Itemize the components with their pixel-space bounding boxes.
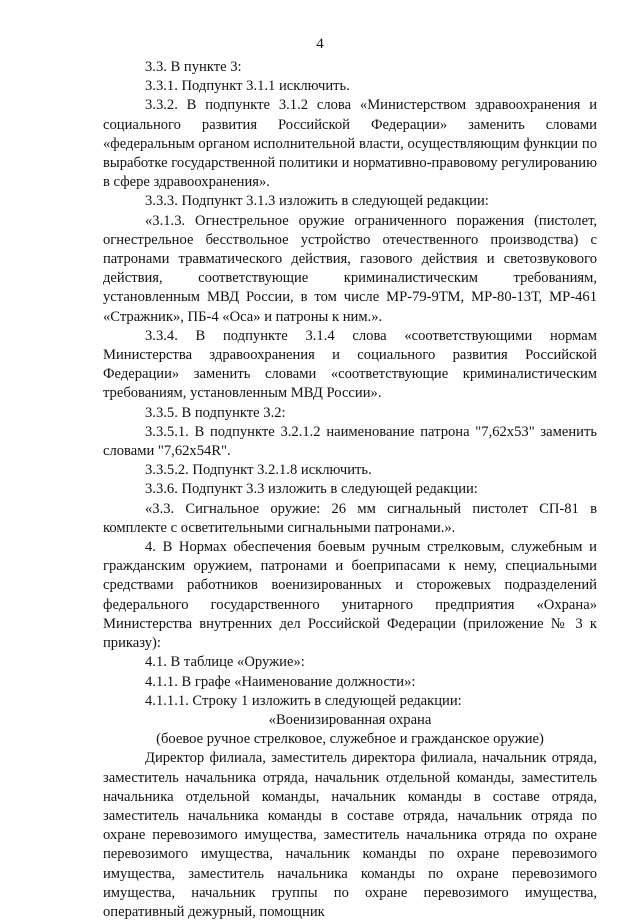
document-body xyxy=(103,58,597,922)
paragraph: (боевое ручное стрелковое, служебное и гражданское оружие) xyxy=(156,731,544,748)
paragraph: «3.3. Сигнальное оружие: 26 мм сигнальный пистолет СП-81 в комплекте с осветительными сигнальными патронами.». xyxy=(103,500,597,536)
paragraph: 4.1. В таблице «Оружие»: xyxy=(145,654,305,671)
paragraph: 3.3.3. Подпункт 3.1.3 изложить в следующей редакции: xyxy=(145,193,489,210)
paragraph: «Военизированная охрана xyxy=(268,711,432,728)
paragraph: 3.3. В пункте 3: xyxy=(145,59,242,75)
paragraph: 4.1.1.1. Строку 1 изложить в следующей редакции: xyxy=(145,692,462,709)
paragraph: 4.1.1. В графе «Наименование должности»: xyxy=(145,673,416,690)
paragraph: 3.3.4. В подпункте 3.1.4 слова «соответствующими нормам Министерства здравоохранения и социального развития Российской Федерации» заменить словами «соответствующие криминалистическим требованиям, установленным МВД России». xyxy=(103,327,597,402)
page-number: 4 xyxy=(316,36,324,52)
paragraph: Директор филиала, заместитель директора филиала, начальник отряда, заместитель начальника отряда, начальник отдельной команды, заместитель начальника отдельной команды, начальник команды в составе отряда, заместитель начальника команды в составе отряда, начальник отряда по охране перевозимого имущества, заместитель начальника отряда по охране перевозимого имущества, начальник команды по охране перевозимого имущества, заместитель начальника команды по охране перевозимого имущества, начальник группы по охране перевозимого имущества, оперативный дежурный, помощник xyxy=(103,750,597,920)
paragraph: 3.3.5.2. Подпункт 3.2.1.8 исключить. xyxy=(145,462,372,479)
paragraph: «3.1.3. Огнестрельное оружие ограниченного поражения (пистолет, огнестрельное бесствольное устройство отечественного производства) с патронами травматического действия, газового действия и светозвукового действия, соответствующие криминалистическим требованиям, установленным МВД России, в том числе МР-79-9ТМ, МР-80-13Т, МР-461 «Стражник», ПБ-4 «Оса» и патроны к ним.». xyxy=(103,212,597,325)
paragraph: 3.3.6. Подпункт 3.3 изложить в следующей редакции: xyxy=(145,481,478,498)
paragraph: 3.3.5. В подпункте 3.2: xyxy=(145,404,286,421)
paragraph: 3.3.1. Подпункт 3.1.1 исключить. xyxy=(145,78,350,95)
paragraph: 3.3.2. В подпункте 3.1.2 слова «Министерством здравоохранения и социального развития Российской Федерации» заменить словами «федеральным органом исполнительной власти, осуществляющим функции по выработке государственной политики и нормативно-правовому регулированию в сфере здравоохранения». xyxy=(103,97,598,191)
paragraph: 4. В Нормах обеспечения боевым ручным стрелковым, служебным и гражданским оружием, патронами и боеприпасами к нему, специальными средствами работников военизированных и сторожевых подразделений федерального государственного унитарного предприятия «Охрана» Министерства внутренних дел Российской Федерации (приложение № 3 к приказу): xyxy=(103,539,597,652)
paragraph: 3.3.5.1. В подпункте 3.2.1.2 наименование патрона "7,62x53" заменить словами "7,62x54R". xyxy=(103,423,597,460)
